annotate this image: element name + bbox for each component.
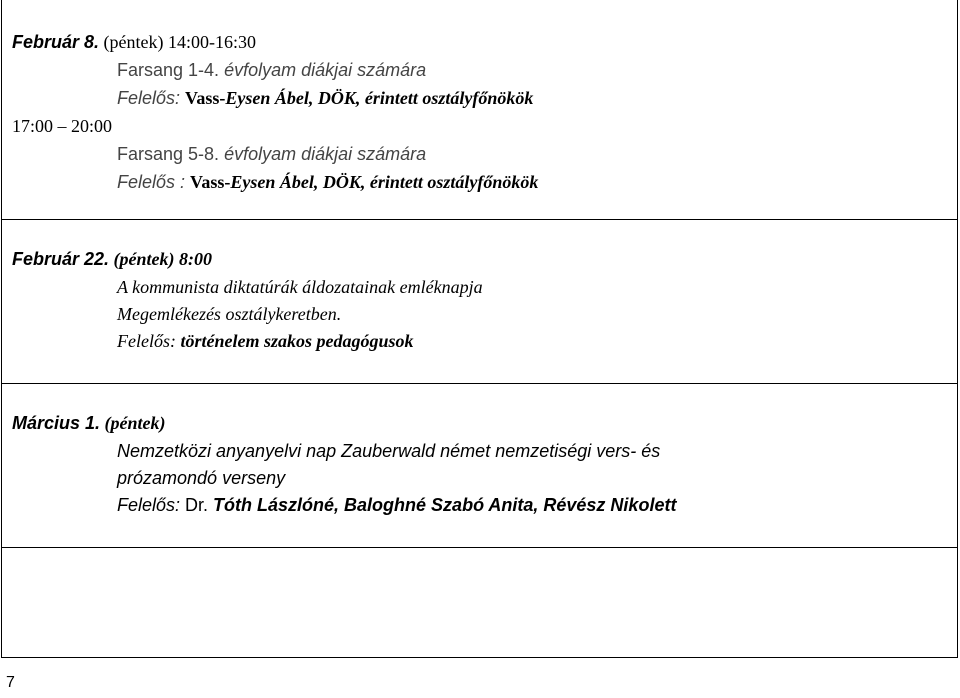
event-date: Február 8. (péntek) 14:00-16:30 bbox=[12, 32, 256, 52]
schedule-cell-feb22 bbox=[1, 220, 958, 384]
schedule-cell-feb8 bbox=[1, 0, 958, 220]
event-responsible: Felelős : Vass-Eysen Ábel, DÖK, érintett osztályfőnökök bbox=[117, 172, 539, 192]
event-responsible: Felelős: Vass-Eysen Ábel, DÖK, érintett osztályfőnökök bbox=[117, 88, 534, 108]
event-responsible: Felelős: Dr. Tóth Lászlóné, Baloghné Szabó Anita, Révész Nikolett bbox=[117, 495, 677, 515]
schedule-table bbox=[1, 0, 958, 658]
schedule-cell-empty bbox=[1, 548, 958, 658]
schedule-cell-mar1 bbox=[1, 384, 958, 548]
event-title: Farsang 5-8. évfolyam diákjai számára bbox=[117, 144, 427, 164]
event-description: Megemlékezés osztálykeretben. bbox=[117, 304, 342, 324]
event-title: Nemzetközi anyanyelvi nap Zauberwald német nemzetiségi vers- és bbox=[117, 441, 661, 461]
event-title-continued: prózamondó verseny bbox=[117, 468, 286, 488]
event-title: Farsang 1-4. évfolyam diákjai számára bbox=[117, 60, 427, 80]
event-date: Március 1. (péntek) bbox=[12, 413, 166, 433]
event-time: 17:00 – 20:00 bbox=[12, 116, 113, 136]
event-responsible: Felelős: történelem szakos pedagógusok bbox=[117, 331, 414, 351]
event-date: Február 22. (péntek) 8:00 bbox=[12, 249, 213, 269]
page-number: 7 bbox=[6, 674, 15, 691]
event-title: A kommunista diktatúrák áldozatainak emléknapja bbox=[117, 277, 483, 297]
